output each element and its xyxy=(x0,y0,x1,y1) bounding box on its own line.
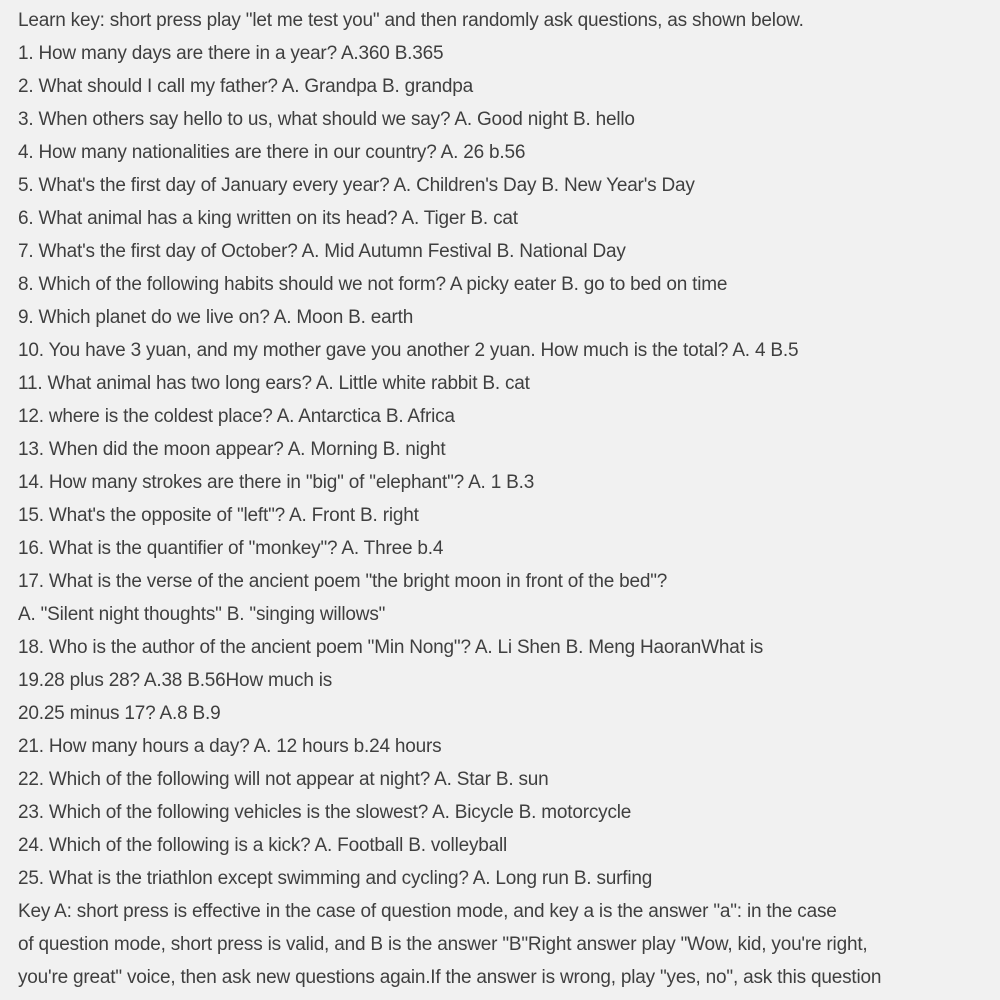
question-line-22: 22. Which of the following will not appear at night? A. Star B. sun xyxy=(18,769,549,790)
key-a-description-line-3: you're great" voice, then ask new questions again.If the answer is wrong, play "yes, no", ask this question xyxy=(18,967,882,988)
question-line-9: 9. Which planet do we live on? A. Moon B. earth xyxy=(18,307,414,328)
question-line-7: 7. What's the first day of October? A. Mid Autumn Festival B. National Day xyxy=(18,241,626,262)
question-line-10: 10. You have 3 yuan, and my mother gave you another 2 yuan. How much is the total? A. 4 B.5 xyxy=(18,340,799,361)
question-line-17-options: A. "Silent night thoughts" B. "singing willows" xyxy=(18,604,386,625)
question-line-13: 13. When did the moon appear? A. Morning B. night xyxy=(18,439,446,460)
question-line-17: 17. What is the verse of the ancient poem "the bright moon in front of the bed"? xyxy=(18,571,668,592)
question-line-21: 21. How many hours a day? A. 12 hours b.24 hours xyxy=(18,736,442,757)
question-line-25: 25. What is the triathlon except swimming and cycling? A. Long run B. surfing xyxy=(18,868,653,889)
question-line-23: 23. Which of the following vehicles is the slowest? A. Bicycle B. motorcycle xyxy=(18,802,632,823)
question-line-20: 20.25 minus 17? A.8 B.9 xyxy=(18,703,221,724)
question-line-14: 14. How many strokes are there in "big" of "elephant"? A. 1 B.3 xyxy=(18,472,535,493)
question-line-16: 16. What is the quantifier of "monkey"? A. Three b.4 xyxy=(18,538,444,559)
question-line-12: 12. where is the coldest place? A. Antarctica B. Africa xyxy=(18,406,455,427)
question-line-1: 1. How many days are there in a year? A.360 B.365 xyxy=(18,43,444,64)
question-line-8: 8. Which of the following habits should we not form? A picky eater B. go to bed on time xyxy=(18,274,728,295)
key-a-description-line-1: Key A: short press is effective in the case of question mode, and key a is the answer "a": in the case xyxy=(18,901,837,922)
key-a-description-line-2: of question mode, short press is valid, and B is the answer "B"Right answer play "Wow, kid, you're right, xyxy=(18,934,868,955)
question-line-15: 15. What's the opposite of "left"? A. Front B. right xyxy=(18,505,419,526)
question-line-24: 24. Which of the following is a kick? A. Football B. volleyball xyxy=(18,835,508,856)
question-line-5: 5. What's the first day of January every year? A. Children's Day B. New Year's Day xyxy=(18,175,695,196)
document-body xyxy=(18,4,988,994)
question-line-2: 2. What should I call my father? A. Grandpa B. grandpa xyxy=(18,76,473,97)
question-line-19: 19.28 plus 28? A.38 B.56How much is xyxy=(18,670,333,691)
question-line-6: 6. What animal has a king written on its head? A. Tiger B. cat xyxy=(18,208,518,229)
question-line-18: 18. Who is the author of the ancient poem "Min Nong"? A. Li Shen B. Meng HaoranWhat is xyxy=(18,637,764,658)
question-line-3: 3. When others say hello to us, what should we say? A. Good night B. hello xyxy=(18,109,635,130)
intro-line: Learn key: short press play "let me test you" and then randomly ask questions, as shown below. xyxy=(18,10,804,31)
question-line-11: 11. What animal has two long ears? A. Little white rabbit B. cat xyxy=(18,373,530,394)
question-line-4: 4. How many nationalities are there in our country? A. 26 b.56 xyxy=(18,142,526,163)
